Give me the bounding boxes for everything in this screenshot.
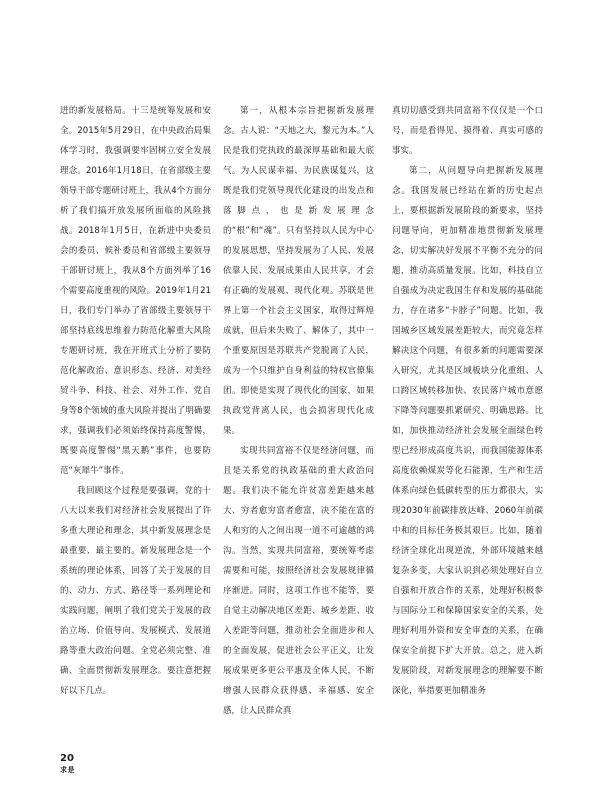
text-column-1 (60, 101, 211, 701)
paragraph: 第二，从问题导向把握新发展理念。我国发展已经站在新的历史起点上，要根据新发展阶段的新要求，坚持问题导向，更加精准地贯彻新发展理念，切实解决好发展不平衡不充分的问题，推动高质量发展。比如，科技自立自强成为决定我国生存和发展的基础能力，存在诸多“卡脖子”问题。比如，我国城乡区域发展差距较大，而究竟怎样解决这个问题，有很多新的问题需要深入研究，尤其是区域板块分化重组、人口跨区域转移加快、农民落户城市意愿下降等问题要抓紧研究、明确思路。比如，加快推动经济社会发展全面绿色转型已经形成高度共识，而我国能源体系高度依赖煤炭等化石能源，生产和生活体系向绿色低碳转型的压力都很大，实现2030年前碳排放达峰、2060年前碳中和的目标任务极其艰巨。比如，随着经济全球化出现逆流，外部环境越来越复杂多变，大家认识到必须处理好自立自强和开放合作的关系，处理好积极参与国际分工和保障国家安全的关系，处理好利用外资和安全审查的关系，在确保安全前提下扩大开放。总之，进入新发展阶段，对新发展理念的理解要不断深化，举措要更加精准务 (392, 166, 543, 696)
magazine-logo: 求是 (60, 765, 75, 774)
text-column-3 (392, 101, 543, 701)
page-footer (60, 753, 75, 774)
page-number: 20 (60, 753, 74, 764)
paragraph: 实现共同富裕不仅是经济问题，而且是关系党的执政基础的重大政治问题。我们决不能允许贫富差距越来越大、穷者愈穷富者愈富，决不能在富的人和穷的人之间出现一道不可逾越的鸿沟。当然，实现共同富裕，要统筹考虑需要和可能，按照经济社会发展规律循序渐进。同时，这项工作也不能等，要自觉主动解决地区差距、城乡差距、收入差距等问题，推动社会全面进步和人的全面发展，促进社会公平正义，让发展成果更多更公平惠及全体人民，不断增强人民群众获得感、幸福感、安全感，让人民群众真 (223, 446, 374, 716)
paragraph: 进的新发展格局。十三是统筹发展和安全。2015年5月29日，在中央政治局集体学习时，我强调要牢固树立安全发展理念。2016年1月18日，在省部级主要领导干部专题研讨班上，我从4个方面分析了我们搞开放发展所面临的风险挑战。2018年1月5日，在新进中央委员会的委员、候补委员和省部级主要领导干部研讨班上，我从8个方面列举了16个需要高度重视的风险。2019年1月21日，我们专门举办了省部级主要领导干部坚持底线思维着力防范化解重大风险专题研讨班，我在开班式上分析了要防范化解政治、意识形态、经济、对美经贸斗争、科技、社会、对外工作、党自身等8个领域的重大风险并提出了明确要求，强调我们必须始终保持高度警惕，既要高度警惕“黑天鹅”事件，也要防范“灰犀牛”事件。 (60, 106, 211, 476)
paragraph: 第一，从根本宗旨把握新发展理念。古人说：“天地之大，黎元为本。”人民是我们党执政的最深厚基础和最大底气。为人民谋幸福、为民族谋复兴，这既是我们党领导现代化建设的出发点和落脚点，也是新发展理念的“根”和“魂”。只有坚持以人民为中心的发展思想，坚持发展为了人民、发展依靠人民、发展成果由人民共享，才会有正确的发展观、现代化观。苏联是世界上第一个社会主义国家，取得过辉煌成就，但后来失败了、解体了，其中一个重要原因是苏联共产党脱离了人民，成为一个只维护自身利益的特权官僚集团。即使是实现了现代化的国家，如果执政党背离人民，也会损害现代化成果。 (223, 106, 374, 436)
text-column-2 (223, 101, 374, 721)
paragraph: 真切切感受到共同富裕不仅仅是一个口号，而是看得见、摸得着、真实可感的事实。 (392, 106, 543, 156)
paragraph: 我回顾这个过程是要强调，党的十八大以来我们对经济社会发展提出了许多重大理论和理念，其中新发展理念是最重要、最主要的。新发展理念是一个系统的理论体系，回答了关于发展的目的、动力、方式、路径等一系列理论和实践问题，阐明了我们党关于发展的政治立场、价值导向、发展模式、发展道路等重大政治问题。全党必须完整、准确、全面贯彻新发展理念。要注意把握好以下几点。 (60, 486, 211, 696)
